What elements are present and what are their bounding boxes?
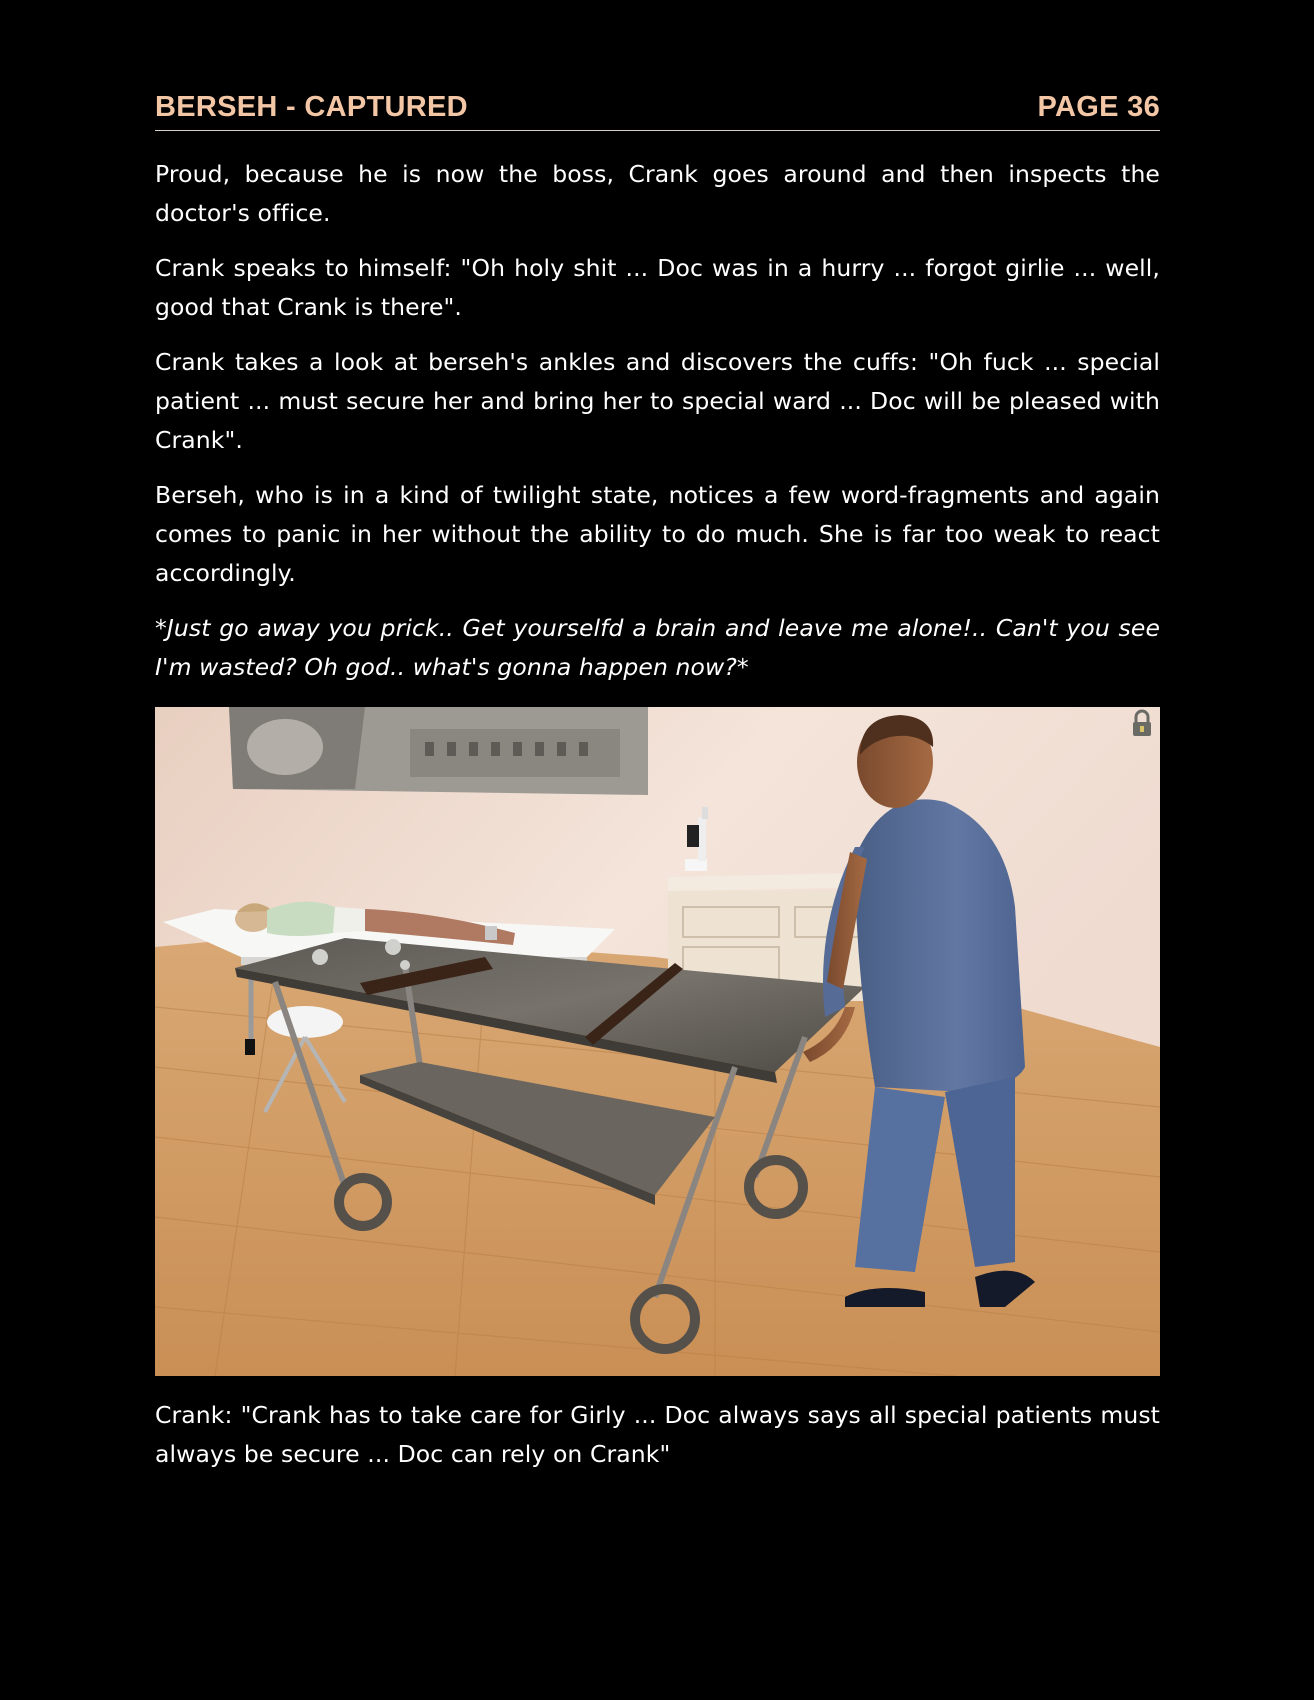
image-caption: Crank: "Crank has to take care for Girly ... Doc always says all special patients must always be secure ... Doc can rely on Crank" (155, 1401, 1160, 1468)
paragraph-3: Crank takes a look at berseh's ankles and discovers the cuffs: "Oh fuck ... special patient ... must secure her and bring her to special ward ... Doc will be pleased with Crank". (155, 348, 1160, 454)
scene-illustration (155, 707, 1160, 1376)
paragraph-1: Proud, because he is now the boss, Crank goes around and then inspects the doctor's office. (155, 160, 1160, 227)
narrative-text (155, 155, 1160, 687)
paragraph-2: Crank speaks to himself: "Oh holy shit ... Doc was in a hurry ... forgot girlie ... well, good that Crank is there". (155, 254, 1160, 321)
wall-poster-icon (229, 707, 648, 795)
story-title: BERSEH - CAPTURED (155, 91, 468, 123)
page-number: PAGE 36 (1037, 91, 1160, 123)
paragraph-4: Berseh, who is in a kind of twilight state, notices a few word-fragments and again comes to panic in her without the ability to do much. She is far too weak to react accordingly. (155, 481, 1160, 587)
page-header (155, 84, 1160, 131)
inner-thought: *Just go away you prick.. Get yourselfd a brain and leave me alone!.. Can't you see I'm wasted? Oh god.. what's gonna happen now?* (155, 614, 1160, 681)
comic-page (155, 84, 1160, 1490)
